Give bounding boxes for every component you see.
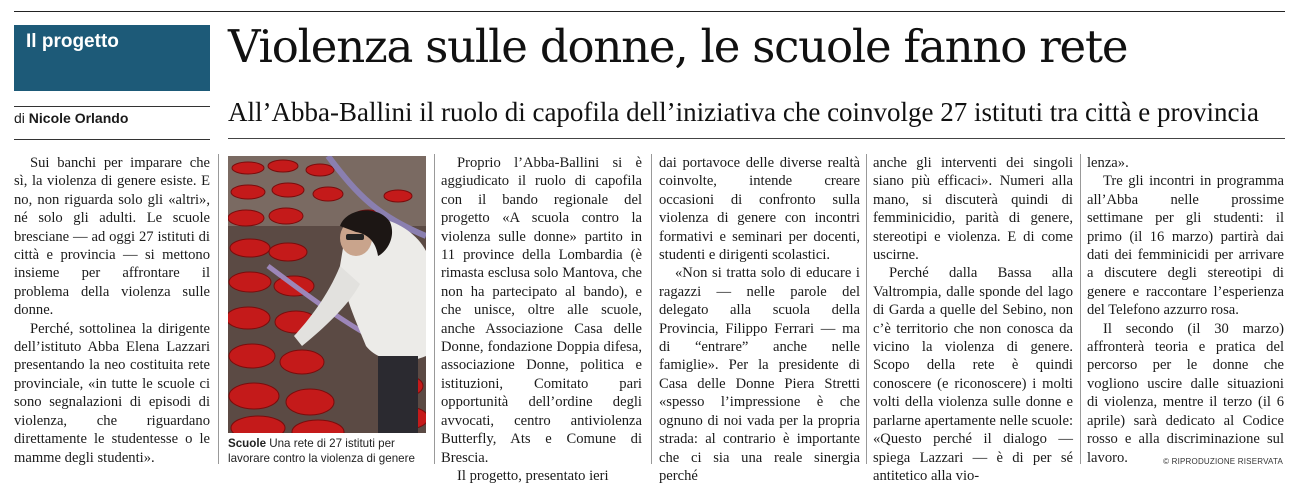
article-column-4 xyxy=(873,154,1073,485)
column-divider xyxy=(866,154,867,464)
subhead-rule xyxy=(228,138,1285,139)
article-column-1 xyxy=(14,154,210,467)
paragraph: lenza». xyxy=(1087,155,1129,171)
headline: Violenza sulle donne, le scuole fanno rete xyxy=(228,20,1128,73)
paragraph: Tre gli incontri in programma all’Abba nelle prossime settimane per gli studenti: il primo (il 16 marzo) partirà dai dati dei femminicidi per arrivare a discutere degli stereotipi di genere e raccontare l’esperienza del Telefono azzurro rosa. xyxy=(1087,173,1284,319)
top-rule xyxy=(14,11,1285,12)
column-divider xyxy=(651,154,652,464)
article-photo xyxy=(228,156,426,433)
byline xyxy=(14,110,128,126)
byline-author: Nicole Orlando xyxy=(28,110,129,126)
kicker-label: Il progetto xyxy=(26,31,119,52)
column-divider xyxy=(218,154,219,464)
article-column-5 xyxy=(1087,154,1284,467)
photo-caption xyxy=(228,436,428,466)
paragraph: Perché dalla Bassa alla Valtrompia, dalle sponde del lago di Garda a quelle del Sebino, non c’è territorio che non conosca da vicino la violenza di genere. Scopo della rete è quindi conoscere (e riconoscere) i molti volti della violenza sulle donne e parlarne apertamente nelle scuole: «Questo perché il dialogo — spiega Lazzari — è di per sé antitetico alla vio- xyxy=(873,265,1073,484)
paragraph: dai portavoce delle diverse realtà coinvolte, intende creare occasioni di confronto sulla violenza di genere con incontri formativi e seminari per docenti, studenti e dirigenti scolastici. xyxy=(659,155,860,264)
paragraph: Proprio l’Abba-Ballini si è aggiudicato il ruolo di capofila con il bando regionale del progetto «A scuola contro la violenza sulle donne» partito in 11 province della Lombardia (è rimasta esclusa solo Mantova, che non ha partecipato al bando), e che unisce, oltre alle scuole, anche Associazione Casa delle Donne, fondazione Doppia difesa, associazione Donne, politica e istituzioni, Comitato pari opportunità dell’ordine degli avvocati, centro antiviolenza Butterfly, Ats e Comune di Brescia. xyxy=(441,155,642,466)
byline-rule xyxy=(14,106,210,107)
column-divider xyxy=(1080,154,1081,464)
subheadline: All’Abba-Ballini il ruolo di capofila dell’iniziativa che coinvolge 27 istituti tra città e provincia xyxy=(228,97,1259,127)
section-kicker xyxy=(14,25,210,91)
paragraph: Perché, sottolinea la dirigente dell’istituto Abba Elena Lazzari presentando la neo costituita rete provinciale, «in tutte le scuole ci sono segnalazioni di episodi di violenza, che riguardano direttamente le studentesse o le mamme degli studenti». xyxy=(14,320,210,466)
paragraph: anche gli interventi dei singoli siano più efficaci». Numeri alla mano, si discuterà quindi di femminicidio, parità di genere, stereotipi e violenza. E di come uscirne. xyxy=(873,155,1073,264)
byline-prefix: di xyxy=(14,110,25,126)
paragraph: Sui banchi per imparare che sì, la violenza di genere esiste. E no, non riguarda solo gli «altri», né solo gli adulti. Le scuole bresciane — ad oggi 27 istituti di città e provincia — si mettono insieme per affrontare il problema della violenza sulle donne. xyxy=(14,155,210,319)
paragraph: Il progetto, presentato ieri xyxy=(457,467,609,484)
paragraph: «Non si tratta solo di educare i ragazzi — nelle parole del delegato alla scuola della Provincia, Filippo Ferrari — ma di “entrare” anche nelle famiglie». Per la presidente di Casa delle Donne Piera Stretti «spesso l’impressione è che ognuno di noi vada per la propria strada: al contrario è importante che ci sia una reale sinergia perché xyxy=(659,265,860,484)
caption-text: Una rete di 27 istituti per lavorare contro la violenza di genere xyxy=(228,437,415,465)
article-column-2 xyxy=(441,154,642,485)
caption-label: Scuole xyxy=(228,437,267,450)
copyright-notice: © RIPRODUZIONE RISERVATA xyxy=(1163,457,1283,466)
paragraph: Il secondo (il 30 marzo) affronterà teoria e pratica del percorso per le donne che vogliono uscire dalle situazioni di violenza, mentre il terzo (il 6 aprile) sarà dedicato al Codice rosso e alla discriminazione sul lavoro. xyxy=(1087,320,1284,466)
byline-rule xyxy=(14,139,210,140)
article-column-3 xyxy=(659,154,860,485)
column-divider xyxy=(434,154,435,464)
